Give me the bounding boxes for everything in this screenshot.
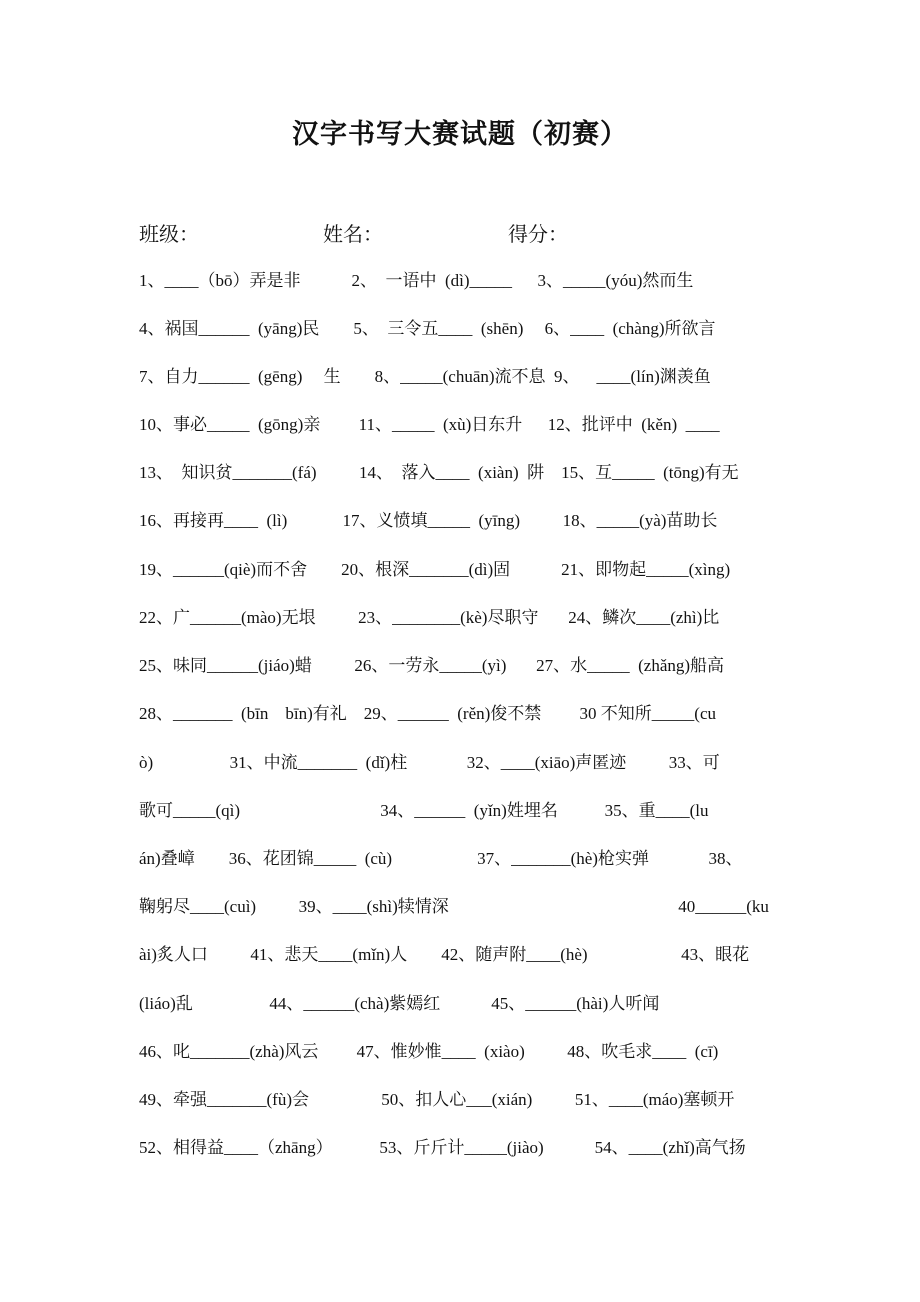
question-line: 13、 知识贫_______(fá) 14、 落入____ (xiàn) 阱 15、互_____ (tōng)有无: [139, 463, 739, 482]
question-line: 52、相得益____（zhāng） 53、斤斤计_____(jiào) 54、____(zhǐ)高气扬: [139, 1138, 746, 1157]
question-line: ò) 31、中流_______ (dǐ)柱 32、____(xiāo)声匿迹 33、可: [139, 753, 720, 772]
question-line: 1、____（bō）弄是非 2、 一语中 (dì)_____ 3、_____(yóu)然而生: [139, 271, 694, 290]
question-line: 鞠躬尽____(cuì) 39、____(shì)犊情深 40______(ku: [139, 897, 769, 916]
question-line: 25、味同______(jiáo)蜡 26、一劳永_____(yì) 27、水_____ (zhǎng)船高: [139, 656, 725, 675]
question-line: 7、自力______ (gēng) 生 8、_____(chuān)流不息 9、 ____(lín)渊羡鱼: [139, 367, 711, 386]
question-line: 22、广______(mào)无垠 23、________(kè)尽职守 24、鳞次____(zhì)比: [139, 608, 720, 627]
question-line: 49、牵强_______(fù)会 50、扣人心___(xián) 51、____(máo)塞顿开: [139, 1090, 735, 1109]
question-line: (liáo)乱 44、______(chà)紫嫣红 45、______(hài)人听闻: [139, 994, 660, 1013]
question-line: 歌可_____(qì) 34、______ (yǐn)姓埋名 35、重____(lu: [139, 801, 709, 820]
question-line: 46、叱_______(zhà)风云 47、惟妙惟____ (xiào) 48、吹毛求____ (cī): [139, 1042, 719, 1061]
question-line: 16、再接再____ (lì) 17、义愤填_____ (yīng) 18、_____(yà)苗助长: [139, 511, 718, 530]
score-label: 得分：: [508, 224, 568, 246]
question-line: 19、______(qiè)而不舍 20、根深_______(dì)固 21、即物起_____(xìng): [139, 560, 731, 579]
question-line: 28、_______ (bīn bīn)有礼 29、______ (rěn)俊不禁 30 不知所_____(cu: [139, 704, 717, 723]
page-title: 汉字书写大赛试题（初赛）: [292, 119, 628, 150]
question-line: án)叠嶂 36、花团锦_____ (cù) 37、_______(hè)枪实弹 38、: [139, 849, 743, 868]
question-line: ài)炙人口 41、悲天____(mǐn)人 42、随声附____(hè) 43、眼花: [139, 945, 750, 964]
class-label: 班级：: [139, 224, 199, 246]
question-line: 10、事必_____ (gōng)亲 11、_____ (xù)日东升 12、批评中 (kěn) ____: [139, 415, 720, 434]
name-label: 姓名：: [323, 224, 383, 246]
question-line: 4、祸国______ (yāng)民 5、 三令五____ (shēn) 6、____ (chàng)所欲言: [139, 319, 716, 338]
